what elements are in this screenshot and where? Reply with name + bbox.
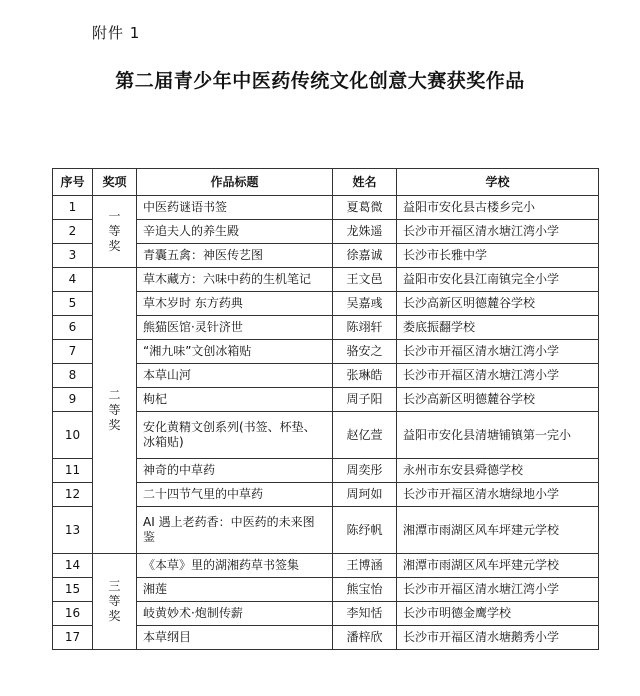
cell-work-title: 中医药谜语书签: [137, 196, 333, 220]
cell-award-level: [93, 196, 137, 268]
award-level-char: 等: [108, 594, 121, 608]
cell-number: 13: [53, 507, 93, 554]
cell-work-title: “湘九味”文创冰箱贴: [137, 340, 333, 364]
cell-school: 长沙市开福区清水塘绿地小学: [397, 483, 599, 507]
cell-work-title: 草木岁时 东方药典: [137, 292, 333, 316]
cell-work-title: 神奇的中草药: [137, 459, 333, 483]
cell-school: 长沙市开福区清水塘江湾小学: [397, 220, 599, 244]
column-header-name: 姓名: [333, 169, 397, 196]
column-header-school: 学校: [397, 169, 599, 196]
cell-name: 张琳皓: [333, 364, 397, 388]
cell-work-title: 岐黄妙术·炮制传薪: [137, 602, 333, 626]
cell-school: 长沙高新区明德麓谷学校: [397, 388, 599, 412]
cell-number: 6: [53, 316, 93, 340]
award-level-char: 等: [108, 403, 121, 417]
cell-name: 潘梓欣: [333, 626, 397, 650]
table-row: [53, 554, 599, 578]
cell-name: 夏葛微: [333, 196, 397, 220]
table-row: [53, 196, 599, 220]
cell-name: 赵亿萱: [333, 412, 397, 459]
cell-work-title: 枸杞: [137, 388, 333, 412]
cell-work-title: 《本草》里的湖湘药草书签集: [137, 554, 333, 578]
column-header-title: 作品标题: [137, 169, 333, 196]
attachment-label: 附件 1: [92, 24, 141, 42]
cell-school: 益阳市安化县古楼乡完小: [397, 196, 599, 220]
cell-number: 7: [53, 340, 93, 364]
cell-name: 吴嘉彧: [333, 292, 397, 316]
cell-name: 陈翊轩: [333, 316, 397, 340]
award-level-char: 二: [108, 388, 121, 402]
cell-school: 长沙市开福区清水塘江湾小学: [397, 340, 599, 364]
award-level-char: 一: [108, 209, 121, 223]
cell-number: 5: [53, 292, 93, 316]
cell-name: 周珂如: [333, 483, 397, 507]
cell-work-title: 安化黄精文创系列(书签、杯垫、冰箱贴): [137, 412, 333, 459]
cell-school: 湘潭市雨湖区风车坪建元学校: [397, 554, 599, 578]
cell-number: 8: [53, 364, 93, 388]
document-title: 第二届青少年中医药传统文化创意大赛获奖作品: [115, 70, 525, 92]
cell-number: 4: [53, 268, 93, 292]
cell-school: 长沙市开福区清水塘江湾小学: [397, 364, 599, 388]
cell-school: 湘潭市雨湖区风车坪建元学校: [397, 507, 599, 554]
cell-work-title: 湘莲: [137, 578, 333, 602]
cell-work-title: 本草山河: [137, 364, 333, 388]
cell-name: 王博涵: [333, 554, 397, 578]
cell-number: 3: [53, 244, 93, 268]
cell-school: 长沙市开福区清水塘鹅秀小学: [397, 626, 599, 650]
award-level-char: 奖: [108, 418, 121, 432]
cell-work-title: 青囊五禽：神医传艺图: [137, 244, 333, 268]
cell-work-title: 辛追夫人的养生殿: [137, 220, 333, 244]
award-level-char: 等: [108, 224, 121, 238]
cell-number: 15: [53, 578, 93, 602]
cell-school: 益阳市安化县清塘铺镇第一完小: [397, 412, 599, 459]
cell-school: 永州市东安县舜德学校: [397, 459, 599, 483]
cell-name: 熊宝怡: [333, 578, 397, 602]
awards-table-body: [53, 196, 599, 650]
cell-work-title: 熊猫医馆·灵针济世: [137, 316, 333, 340]
cell-number: 14: [53, 554, 93, 578]
cell-award-level: [93, 268, 137, 554]
cell-number: 10: [53, 412, 93, 459]
cell-name: 陈纾帆: [333, 507, 397, 554]
cell-number: 12: [53, 483, 93, 507]
award-level-char: 奖: [108, 609, 121, 623]
table-row: [53, 268, 599, 292]
cell-number: 11: [53, 459, 93, 483]
cell-number: 16: [53, 602, 93, 626]
cell-work-title: 本草纲目: [137, 626, 333, 650]
cell-work-title: 二十四节气里的中草药: [137, 483, 333, 507]
column-header-no: 序号: [53, 169, 93, 196]
cell-name: 周奕彤: [333, 459, 397, 483]
cell-name: 骆安之: [333, 340, 397, 364]
cell-name: 李知恬: [333, 602, 397, 626]
awards-table: [52, 168, 599, 650]
cell-number: 1: [53, 196, 93, 220]
award-level-char: 三: [108, 579, 121, 593]
cell-number: 9: [53, 388, 93, 412]
cell-school: 长沙市开福区清水塘江湾小学: [397, 578, 599, 602]
cell-school: 长沙高新区明德麓谷学校: [397, 292, 599, 316]
cell-school: 益阳市安化县江南镇完全小学: [397, 268, 599, 292]
cell-school: 长沙市长雅中学: [397, 244, 599, 268]
cell-name: 龙姝遥: [333, 220, 397, 244]
cell-award-level: [93, 554, 137, 650]
cell-name: 徐嘉诚: [333, 244, 397, 268]
cell-school: 长沙市明德金鹰学校: [397, 602, 599, 626]
cell-name: 周子阳: [333, 388, 397, 412]
cell-number: 17: [53, 626, 93, 650]
cell-school: 娄底振翻学校: [397, 316, 599, 340]
cell-number: 2: [53, 220, 93, 244]
cell-name: 王文邑: [333, 268, 397, 292]
table-header-row: [53, 169, 599, 196]
award-level-char: 奖: [108, 239, 121, 253]
cell-work-title: AI 遇上老药香：中医药的未来图鉴: [137, 507, 333, 554]
cell-work-title: 草木藏方：六味中药的生机笔记: [137, 268, 333, 292]
column-header-award: 奖项: [93, 169, 137, 196]
